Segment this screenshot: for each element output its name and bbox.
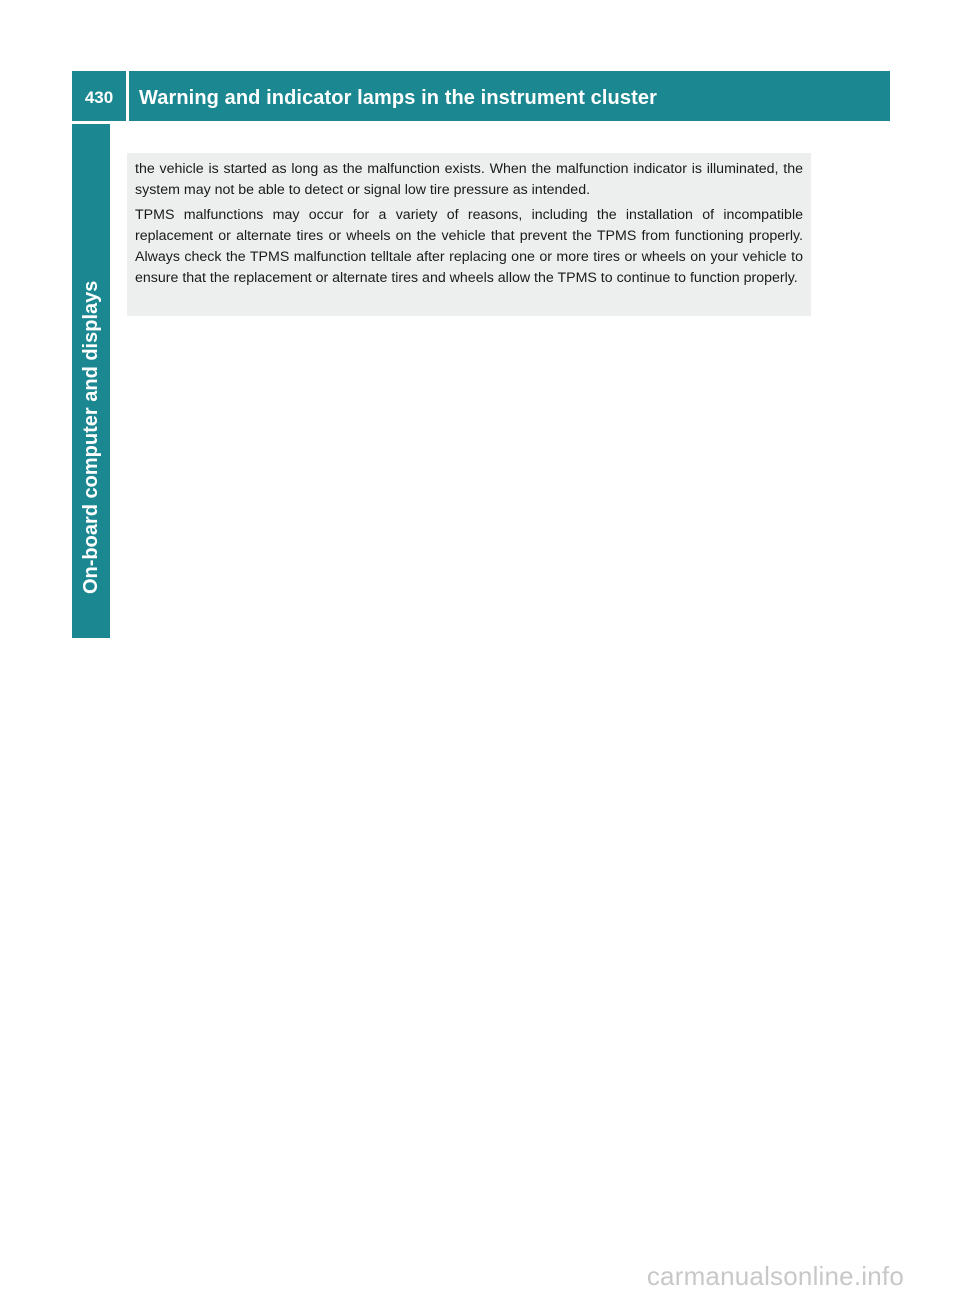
section-title: Warning and indicator lamps in the instrument cluster: [139, 87, 657, 109]
note-paragraph-2: TPMS malfunctions may occur for a variety of reasons, including the installation of incompatible replacement or alternate tires or wheels on the vehicle that prevent the TPMS from functioning properly. Always check the TPMS malfunction telltale after replacing one or more tires or wheels on your vehicle to ensure that the replacement or alternate tires and wheels allow the TPMS to continue to function properly.: [135, 207, 803, 286]
page-header: [72, 71, 890, 121]
page-number: 430: [84, 88, 114, 107]
warning-note-box: [127, 153, 811, 316]
watermark: carmanualsonline.info: [646, 1261, 904, 1291]
chapter-tab-marker: [72, 594, 110, 638]
header-divider: [126, 71, 129, 121]
note-paragraph-1: the vehicle is started as long as the malfunction exists. When the malfunction indicator is illuminated, the system may not be able to detect or signal low tire pressure as intended.: [135, 161, 803, 198]
chapter-side-tab: [72, 124, 110, 638]
chapter-label: On-board computer and displays: [80, 280, 102, 594]
